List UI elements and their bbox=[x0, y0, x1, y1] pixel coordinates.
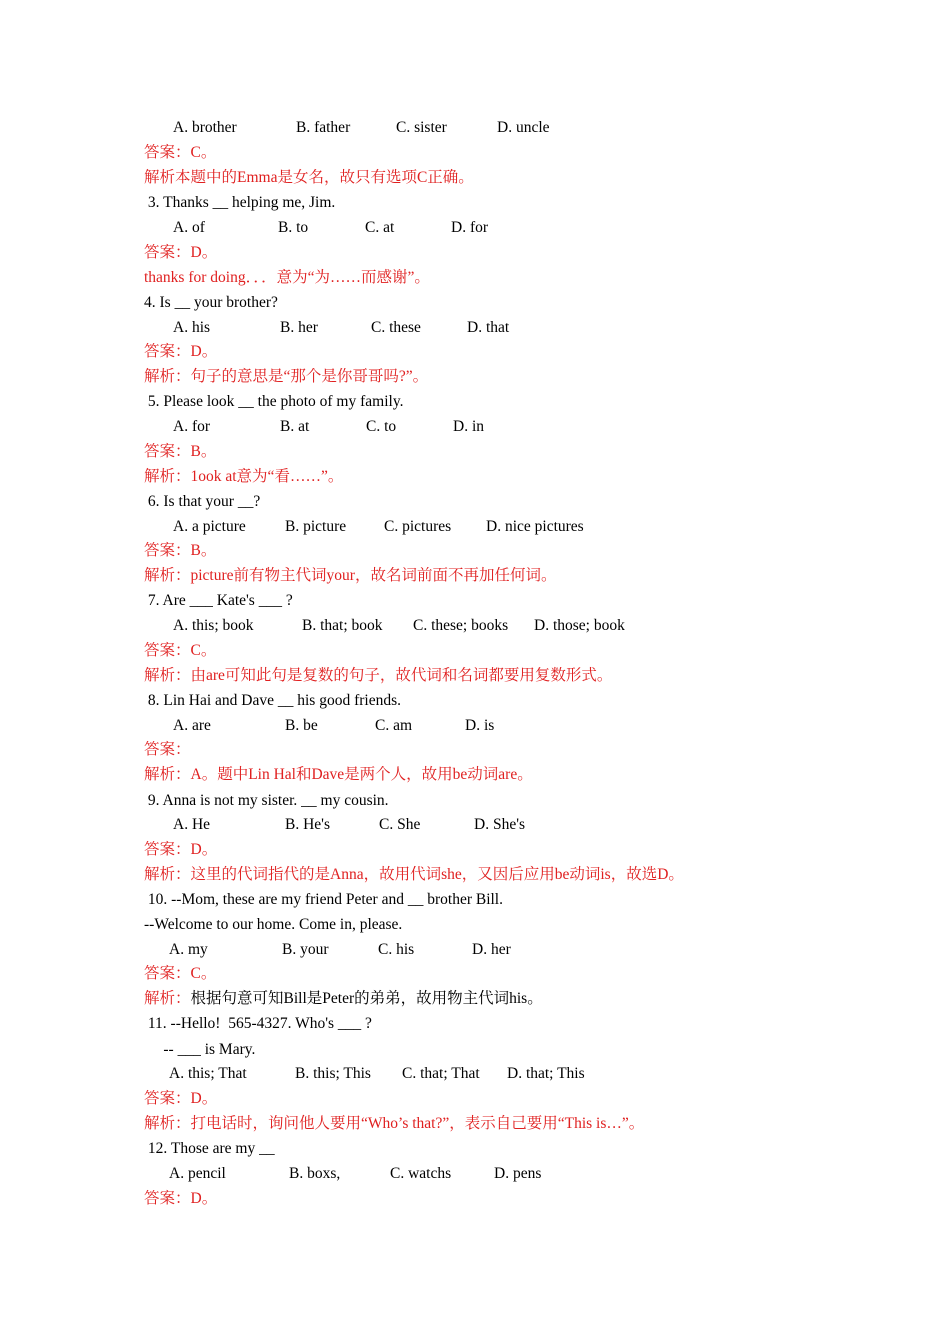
question-line: 12. Those are my __ bbox=[144, 1140, 275, 1157]
analysis-line: 解析：1ook at意为“看……”。 bbox=[144, 468, 344, 485]
analysis-line: 解析：picture前有物主代词your，故名词前面不再加任何词。 bbox=[144, 567, 557, 584]
analysis-line: 解析：由are可知此句是复数的句子，故代词和名词都要用复数形式。 bbox=[144, 667, 613, 684]
options-row bbox=[0, 515, 950, 539]
question-line: --Welcome to our home. Come in, please. bbox=[144, 916, 403, 933]
option-text: C. sister bbox=[396, 119, 447, 136]
option-text: D. for bbox=[451, 219, 489, 236]
question-line: 6. Is that your __? bbox=[144, 493, 261, 510]
option-text: A. for bbox=[173, 418, 211, 435]
option-text: D. pens bbox=[494, 1165, 542, 1182]
option-text: A. of bbox=[173, 219, 205, 236]
question-line: 10. --Mom, these are my friend Peter and __ brother Bill. bbox=[144, 891, 503, 908]
analysis-line: 解析：句子的意思是“那个是你哥哥吗?”。 bbox=[144, 368, 429, 385]
question-line: 7. Are ___ Kate's ___ ? bbox=[144, 592, 293, 609]
option-text: D. She's bbox=[474, 816, 526, 833]
option-text: B. your bbox=[282, 941, 329, 958]
option-text: A. my bbox=[169, 941, 208, 958]
option-text: B. boxs, bbox=[289, 1165, 341, 1182]
answer-line: 答案：B。 bbox=[144, 443, 217, 460]
option-text: A. a picture bbox=[173, 518, 246, 535]
answer-line: 答案：D。 bbox=[144, 841, 218, 858]
question-line: 11. --Hello! 565-4327. Who's ___ ? bbox=[144, 1015, 372, 1032]
answer-line: 答案：D。 bbox=[144, 1190, 218, 1207]
line-label: 解析： bbox=[144, 990, 191, 1007]
option-text: A. pencil bbox=[169, 1165, 226, 1182]
answer-line: 答案：D。 bbox=[144, 1090, 218, 1107]
option-text: A. brother bbox=[173, 119, 237, 136]
option-text: D. her bbox=[472, 941, 511, 958]
line-text: B。 bbox=[190, 542, 217, 559]
option-text: A. are bbox=[173, 717, 211, 734]
option-text: B. her bbox=[280, 319, 318, 336]
options-row bbox=[0, 1062, 950, 1086]
options-row bbox=[0, 316, 950, 340]
question-line: 9. Anna is not my sister. __ my cousin. bbox=[144, 792, 389, 809]
option-text: D. nice pictures bbox=[486, 518, 584, 535]
answer-line: 答案：D。 bbox=[144, 244, 218, 261]
question-line: -- ___ is Mary. bbox=[144, 1041, 256, 1058]
option-text: C. to bbox=[366, 418, 397, 435]
answer-line: 答案：C。 bbox=[144, 144, 217, 161]
option-text: C. his bbox=[378, 941, 415, 958]
option-text: C. these bbox=[371, 319, 421, 336]
option-text: A. He bbox=[173, 816, 211, 833]
option-text: D. in bbox=[453, 418, 484, 435]
options-row bbox=[0, 938, 950, 962]
option-text: D. is bbox=[465, 717, 495, 734]
answer-line: 答案： bbox=[144, 741, 191, 758]
analysis-line: 解析：A。题中Lin Hal和Dave是两个人，故用be动词are。 bbox=[144, 766, 533, 783]
question-line: 5. Please look __ the photo of my family. bbox=[144, 393, 404, 410]
option-text: B. father bbox=[296, 119, 351, 136]
option-text: B. He's bbox=[285, 816, 330, 833]
answer-line: 答案：C。 bbox=[144, 642, 217, 659]
option-text: D. those; book bbox=[534, 617, 625, 634]
question-line: 3. Thanks __ helping me, Jim. bbox=[144, 194, 336, 211]
option-text: A. his bbox=[173, 319, 211, 336]
analysis-line bbox=[144, 987, 543, 1011]
option-text: C. that; That bbox=[402, 1065, 480, 1082]
option-text: C. am bbox=[375, 717, 413, 734]
option-text: B. at bbox=[280, 418, 310, 435]
option-text: B. be bbox=[285, 717, 318, 734]
option-text: D. uncle bbox=[497, 119, 550, 136]
analysis-line: thanks for doing．．．意为“为……而感谢”。 bbox=[144, 269, 430, 286]
option-text: D. that bbox=[467, 319, 510, 336]
option-text: C. these; books bbox=[413, 617, 509, 634]
option-text: A. this; That bbox=[169, 1065, 247, 1082]
line-text: 根据句意可知Bill是Peter的弟弟，故用物主代词his。 bbox=[190, 990, 543, 1007]
option-text: C. pictures bbox=[384, 518, 452, 535]
options-row bbox=[0, 1162, 950, 1186]
option-text: C. She bbox=[379, 816, 421, 833]
answer-line: 答案：C。 bbox=[144, 965, 217, 982]
option-text: B. this; This bbox=[295, 1065, 371, 1082]
option-text: A. this; book bbox=[173, 617, 254, 634]
analysis-line: 解析：这里的代词指代的是Anna，故用代词she，又因后应用be动词is，故选D。 bbox=[144, 866, 684, 883]
question-line: 4. Is __ your brother? bbox=[144, 294, 278, 311]
option-text: C. watchs bbox=[390, 1165, 452, 1182]
option-text: D. that; This bbox=[507, 1065, 585, 1082]
options-row bbox=[0, 216, 950, 240]
analysis-line: 解析：打电话时，询问他人要用“Who’s that?”，表示自己要用“This is…”。 bbox=[144, 1115, 645, 1132]
options-row bbox=[0, 813, 950, 837]
question-line: 8. Lin Hai and Dave __ his good friends. bbox=[144, 692, 401, 709]
options-row bbox=[0, 415, 950, 439]
options-row bbox=[0, 714, 950, 738]
answer-line bbox=[144, 539, 216, 563]
option-text: C. at bbox=[365, 219, 395, 236]
option-text: B. to bbox=[278, 219, 309, 236]
option-text: B. that; book bbox=[302, 617, 383, 634]
analysis-line: 解析本题中的Emma是女名，故只有选项C正确。 bbox=[144, 169, 474, 186]
option-text: B. picture bbox=[285, 518, 347, 535]
answer-line: 答案：D。 bbox=[144, 343, 218, 360]
line-label: 答案： bbox=[144, 542, 191, 559]
options-row bbox=[0, 116, 950, 140]
options-row bbox=[0, 614, 950, 638]
